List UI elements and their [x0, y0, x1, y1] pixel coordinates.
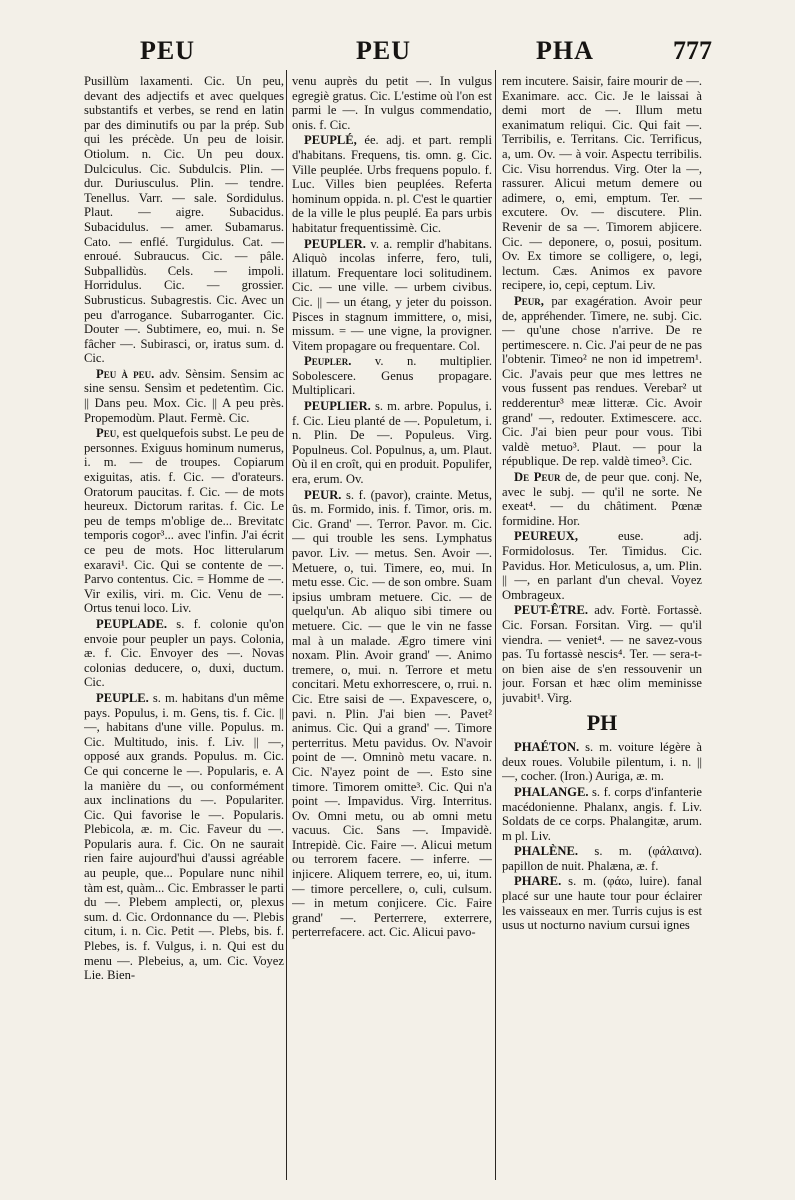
entry-definition: v. a. remplir d'habitans. Aliquò incolas inferre, fero, tuli, illatum. Frequentare loci solitudinem. Cic. — une ville. — urbem civibus. Cic. || — un étang, y jeter du poisson. Pisces in stagnum immittere, o, misi, missum. = — une vigne, la provigner. Vitem propagare ou frequentare. Col.: [292, 236, 492, 353]
text-column-2: [292, 74, 492, 1179]
entry-headword: PHARE.: [514, 874, 562, 889]
entry-definition: adv. Fortè. Fortassè. Cic. Forsan. Forsitan. Virg. — qu'il viendra. — veniet⁴. — ne savez-vous pas. Tu fortassè nescis⁴. Ter. — sera-t-on bien aise de s'en ressouvenir un jour. Forsan et hæc olim meminisse juvabit¹. Virg.: [502, 603, 702, 705]
dictionary-entry: [292, 237, 492, 354]
dictionary-entry: [292, 399, 492, 487]
entry-headword: PEUT-ÊTRE.: [514, 603, 589, 618]
dictionary-entry: [292, 488, 492, 940]
entry-headword: Peu à peu.: [96, 366, 155, 381]
entry-headword: Peu: [96, 426, 117, 441]
text-column-3: [502, 74, 702, 1179]
entry-definition: s. m. (φάλαινα). papillon de nuit. Phalæna, æ. f.: [502, 844, 702, 873]
entry-headword: PHALÈNE.: [514, 844, 579, 859]
dictionary-entry: [502, 740, 702, 784]
entry-headword: Peur,: [514, 293, 544, 308]
entry-headword: PEUPLE.: [96, 690, 149, 705]
dictionary-entry: [84, 617, 284, 690]
running-head-right: PHA: [536, 36, 594, 65]
dictionary-entry: [502, 529, 702, 602]
entry-definition: s. m. arbre. Populus, i. f. Cic. Lieu planté de —. Populetum, i. n. Plin. De —. Populeus. Virg. Populneus. Col. Populnus, a, um. Plaut. Où il en croît, qui en produit. Populifer, era, erum. Ov.: [292, 399, 492, 487]
dictionary-entry: [84, 367, 284, 425]
dictionary-entry: [502, 874, 702, 932]
entry-definition: s. m. (φάω, luire). fanal placé sur une haute tour pour éclairer les vaisseaux en mer. Turris cujus is est usus ut nocturno navium cursui ignes: [502, 874, 702, 933]
entry-definition: s. f. colonie qu'on envoie pour peupler un pays. Colonia, æ. f. Cic. Envoyer des —. Novas colonias deducere, o, duxi, ductum. Cic.: [84, 616, 284, 690]
entry-definition: venu auprès du petit —. In vulgus egregiè gratus. Cic. L'estime où l'on est parmi le —. In vulgus commendatio, onis. f. Cic.: [292, 74, 492, 132]
entry-headword: PEUPLIER.: [304, 399, 371, 414]
running-head: [78, 36, 712, 70]
dictionary-entry: [292, 74, 492, 132]
entry-definition: s. f. (pavor), crainte. Metus, ûs. m. Formido, inis. f. Timor, oris. m. Cic. Grand' —. Terror. Pavor. m. Cic. — qui trouble les sens. Lymphatus pavor. Liv. — metus. Sen. Avoir —. Metuere, o, tui. Timere, eo, mui. In metu esse. Cic. — de son ombre. Suam ipsius umbram metuere. Cic. — de quelqu'un. Ab aliquo sibi timere ou metuere. Cic. — que le vin ne fasse mal à un malade. Ægro timere vini noxam. Plin. Avoir grand' —. Animo tremere, o, mui. n. Terrore et metu concitari. Metu exhorrescere, o, rrui. n. Cic. Etre saisi de —. Expavescere, o, pavi. n. Plin. J'ai bien —. Pavet² animus. Cic. Qui a grand' —. Timore perterritus. Metu pavidus. Ov. N'avoir point de —. Omninò metu vacare. n. Cic. N'ayez point de —. Esto sine timore. Timorem omitte³. Cic. Qui n'a point —. Impavidus. Virg. Interritus. Ov. Omni metu, ou ab omni metu vacuus. Cic. Sans —. Impavidè. Intrepidè. Cic. Faire —. Alicui metum ou terrorem facere. — inferre. — injicere. Aliquem terrere, eo, ui, itum. — timore percellere, o, culi, culsum. — in metum conjicere. Cic. Faire grand' —. Perterrere, exterrere, perterrefacere. act. Cic. Alicui pavo-: [292, 487, 492, 940]
dictionary-entry: [502, 603, 702, 705]
entry-definition: adv. Sènsim. Sensim ac sine sensu. Sensìm et pedetentìm. Cic. || Dans peu. Mox. Cic. || A peu près. Propemodùm. Plaut. Fermè. Cic.: [84, 366, 284, 425]
entry-definition: , est quelquefois subst. Le peu de personnes. Exiguus hominum numerus, i. m. — de troupes. Copiarum exiguitas, atis. f. Cic. — d'orateurs. Oratorum paucitas. f. Cic. — de mots heureux. Dictorum raritas. f. Cic. Le peu de temps m'oblige de... Brevitatc temporis cogor³... avec l'infin. J'ai écrit ce peu de mots. Hoc litterularum exaravi¹. Cic. Qui se contente de —. Parvo contentus. Cic. = Homme de —. Vir exilis, viri. m. Cic. Venu de —. Ortus tenui loco. Liv.: [84, 426, 284, 616]
entry-headword: PHALANGE.: [514, 784, 589, 799]
running-head-center: PEU: [356, 36, 411, 65]
section-heading: PH: [586, 709, 618, 735]
entry-definition: ée. adj. et part. rempli d'habitans. Frequens, tis. omn. g. Cic. Ville peuplée. Urbs frequens populo. f. Luc. Villes bien peuplées. Referta hominum oppida. n. pl. C'est le quartier de la ville le plus peuplé. Ea pars urbis habitatur frequentissimè. Cic.: [292, 133, 492, 235]
entry-definition: v. n. multiplier. Sobolescere. Genus propagare. Multiplicari.: [292, 354, 492, 398]
entry-definition: s. m. habitans d'un même pays. Populus, i. m. Gens, tis. f. Cic. || —, habitans d'une ville. Populus. m. Cic. Multitudo, inis. f. Liv. || —, opposé aux grands. Populus. m. Cic. Ce qui concerne le —. Popularis, e. A la manière du —, ou conformément aux inclinations du —. Populariter. Cic. Qui favorise le —. Popularis. Plebicola, æ. m. Cic. Faveur du —. Popularis aura. f. Cic. On ne saurait rien faire aujourd'hui d'aussi agréable au peuple, que... Populare nunc nihil tàm est, quàm... Cic. Embrasser le parti du —. Plebem amplecti, or, plexus sum. d. Cic. Ordonnance du —. Plebis citum, i. n. Cic. Petit —. Plebs, bis. f. Plebes, is. f. Vulgus, i. n. Qui est du menu —. Plebeius, a, um. Cic. Voyez Lie. Bien-: [84, 690, 284, 983]
entry-definition: de, de peur que. conj. Ne, avec le subj. — qu'il ne sorte. Ne exeat⁴. — du châtiment. Pœnæ formidine. Hor.: [502, 470, 702, 528]
entry-headword: PEUPLER.: [304, 236, 366, 251]
entry-definition: Pusillùm laxamenti. Cic. Un peu, devant des adjectifs et avec quelques substantifs et verbes, se rend en latin par des diminutifs ou par la prép. Sub qui les précède. Un peu de loisir. Otiolum. n. Cic. Un peu doux. Dulciculus. Cic. Subdulcis. Plin. — dur. Duriusculus. Plin. — tendre. Tenellus. Varr. — sale. Sordidulus. Plaut. — aigre. Subacidus. Subacidulus. — amer. Subamarus. Cato. — enflé. Turgidulus. Cat. — enroué. Subraucus. Cic. — pâle. Subpallidùs. Cels. — impoli. Horridulus. Cic. — grossier. Subrusticus. Subagrestis. Cic. Avec un peu d'arrogance. Subarroganter. Cic. Douter —. Subtimere, eo, mui. n. Se fâcher —. Subirasci, or, iratus sum. d. Cic.: [84, 74, 284, 366]
entry-definition: s. m. voiture légère à deux roues. Volubile pilentum, i. n. || —, cocher. (Iron.) Auriga, æ. m.: [502, 740, 702, 784]
column-rule: [495, 70, 496, 1180]
entry-definition: par exagération. Avoir peur de, appréhender. Timere, ne. subj. Cic. — qu'une chose n'arrive. De re pertimescere. n. Cic. J'ai peur de ne pas l'obtenir. Timeo² ne non id impetrem¹. Cic. J'avais peur que mes lettres ne vous fussent pas rendues. Verebar² ut redderentur³ meæ litteræ. Cic. Avoir grand' —, redouter. Extimescere. acc. Cic. J'ai bien peur pour vous. Tibi valdè metuo³. Plaut. — pour la république. De rep. valdè timeo³. Cic.: [502, 293, 702, 469]
dictionary-entry: [84, 691, 284, 983]
dictionary-entry: [502, 844, 702, 873]
entry-definition: s. f. corps d'infanterie macédonienne. Phalanx, angis. f. Liv. Soldats de ce corps. Phalangitæ, arum. m pl. Liv.: [502, 784, 702, 843]
dictionary-entry: [84, 426, 284, 616]
entry-headword: PEUR.: [304, 487, 342, 502]
entry-definition: rem incutere. Saisir, faire mourir de —. Exanimare. acc. Cic. Je le laissai à demi mort de —. Illum metu exanimatum reliqui. Cic. Qui fait —. Terribilis, e. Territans. Cic. Terrificus, a, um. Ov. — à voir. Aspectu terribilis. Cic. Visu horrendus. Virg. Oter la —, rassurer. Alicui metum demere ou adimere, o, emi, emptum. Ter. — excutere. Ov. — discutere. Plin. Revenir de sa —. Timorem abjicere. Cic. — deponere, o, posui, positum. Ov. Ex timore se colligere, o, legi, lectum. Cæs. Animos ex pavore recipere, io, cepi, ceptum. Liv.: [502, 74, 702, 293]
entry-headword: PEUPLADE.: [96, 616, 168, 631]
dictionary-entry: [292, 354, 492, 398]
entry-headword: De Peur: [514, 470, 561, 485]
entry-headword: PEUREUX,: [514, 529, 579, 544]
column-rule: [286, 70, 287, 1180]
entry-headword: Peupler.: [304, 354, 352, 369]
entry-headword: PEUPLÉ,: [304, 133, 357, 148]
dictionary-entry: [502, 294, 702, 469]
dictionary-entry: [84, 74, 284, 366]
running-head-left: PEU: [140, 36, 195, 65]
entry-definition: euse. adj. Formidolosus. Ter. Timidus. Cic. Pavidus. Hor. Meticulosus, a, um. Plin. || —, en parlant d'un cheval. Voyez Ombrageux.: [502, 529, 702, 602]
dictionary-entry: [502, 470, 702, 528]
dictionary-entry: [292, 133, 492, 235]
text-column-1: [84, 74, 284, 1179]
dictionary-entry: [502, 74, 702, 293]
dictionary-entry: [502, 785, 702, 843]
entry-headword: PHAÉTON.: [514, 740, 580, 755]
page-number: 777: [673, 36, 712, 65]
